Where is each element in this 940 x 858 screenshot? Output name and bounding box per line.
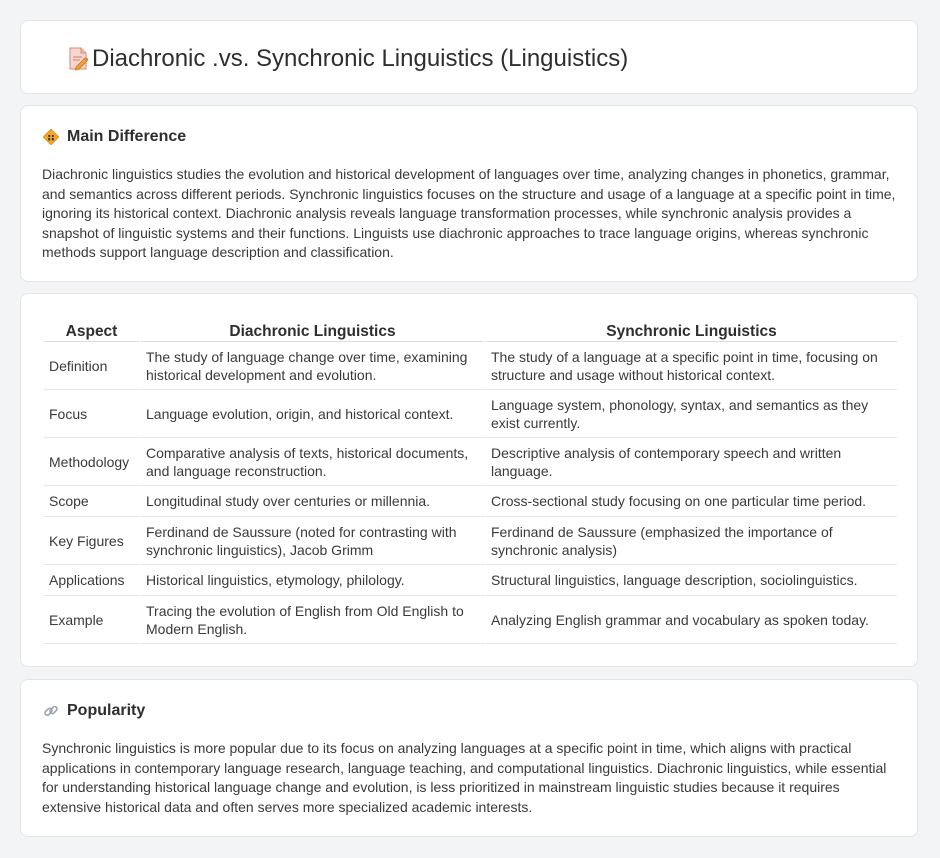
aspect-cell: Scope	[44, 486, 139, 517]
main-difference-heading-text: Main Difference	[67, 128, 187, 145]
aspect-cell: Methodology	[44, 438, 139, 486]
aspect-cell: Applications	[44, 565, 139, 596]
table-row	[44, 596, 897, 644]
popularity-text: Synchronic linguistics is more popular due to its focus on analyzing languages at a specific point in time, which aligns with practical applications in contemporary language research, language teaching, and computational linguistics. Diachronic linguistics, while essential for understanding historical language change and evolution, is less prioritized in mainstream linguistic studies because it requires extensive historical data and often serves more specialized academic interests.	[42, 740, 887, 815]
main-difference-text: Diachronic linguistics studies the evolution and historical development of languages over time, analyzing changes in phonetics, grammar, and semantics across different periods. Synchronic linguistics focuses on the structure and usage of a language at a specific point in time, ignoring its historical context. Diachronic analysis reveals language transformation processes, while synchronic analysis provides a snapshot of linguistic systems and their functions. Linguists use diachronic approaches to trace language origins, whereas synchronic methods support language description and classification.	[42, 166, 896, 261]
synchronic-cell: Cross-sectional study focusing on one particular time period.	[486, 486, 897, 517]
synchronic-cell: The study of a language at a specific point in time, focusing on structure and usage without historical context.	[486, 342, 897, 390]
main-difference-card	[20, 105, 918, 282]
header-card	[20, 20, 918, 94]
main-difference-heading	[43, 127, 186, 147]
synchronic-cell: Language system, phonology, syntax, and semantics as they exist currently.	[486, 390, 897, 438]
table-row	[44, 486, 897, 517]
diachronic-cell: Ferdinand de Saussure (noted for contrasting with synchronic linguistics), Jacob Grimm	[141, 517, 484, 565]
synchronic-cell: Descriptive analysis of contemporary speech and written language.	[486, 438, 897, 486]
header-synchronic: Synchronic Linguistics	[486, 314, 897, 342]
header-diachronic: Diachronic Linguistics	[141, 314, 484, 342]
table-header-row	[44, 314, 897, 342]
popularity-heading-text: Popularity	[67, 702, 146, 719]
popularity-card	[20, 679, 918, 837]
table-row	[44, 565, 897, 596]
table-row	[44, 438, 897, 486]
table-row	[44, 342, 897, 390]
diachronic-cell: Longitudinal study over centuries or millennia.	[141, 486, 484, 517]
diamond-sign-icon	[43, 129, 59, 145]
diachronic-cell: The study of language change over time, examining historical development and evolution.	[141, 342, 484, 390]
table-row	[44, 517, 897, 565]
aspect-cell: Key Figures	[44, 517, 139, 565]
popularity-heading	[43, 701, 145, 721]
diachronic-cell: Historical linguistics, etymology, philology.	[141, 565, 484, 596]
link-icon	[43, 703, 59, 719]
diachronic-cell: Tracing the evolution of English from Old English to Modern English.	[141, 596, 484, 644]
table-row	[44, 390, 897, 438]
diachronic-cell: Comparative analysis of texts, historical documents, and language reconstruction.	[141, 438, 484, 486]
document-pencil-icon	[67, 47, 89, 71]
aspect-cell: Definition	[44, 342, 139, 390]
synchronic-cell: Structural linguistics, language description, sociolinguistics.	[486, 565, 897, 596]
header-aspect: Aspect	[44, 314, 139, 342]
synchronic-cell: Ferdinand de Saussure (emphasized the importance of synchronic analysis)	[486, 517, 897, 565]
page-title: Diachronic .vs. Synchronic Linguistics (Linguistics)	[92, 45, 629, 72]
aspect-cell: Example	[44, 596, 139, 644]
aspect-cell: Focus	[44, 390, 139, 438]
comparison-card	[20, 293, 918, 667]
diachronic-cell: Language evolution, origin, and historical context.	[141, 390, 484, 438]
synchronic-cell: Analyzing English grammar and vocabulary as spoken today.	[486, 596, 897, 644]
comparison-table	[42, 314, 899, 644]
